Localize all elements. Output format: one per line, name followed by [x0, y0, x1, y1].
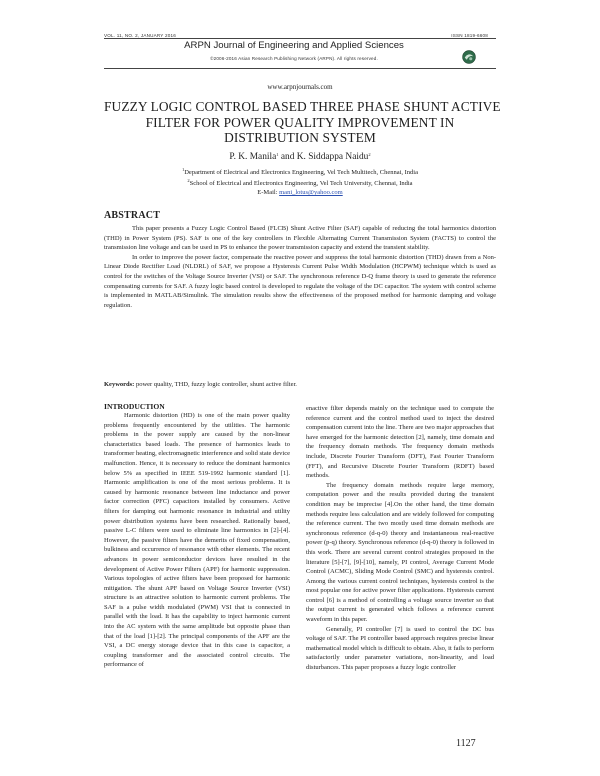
- body-paragraph: Harmonic distortion (HD) is one of the main power quality problems frequently encountered by the utilities. The harmonic problems in the power supply are caused by the non-linear characteristics based loads. The presence of harmonics leads to transformer heating, electromagnetic interference and solid state device malfunction. Hence, it is necessary to reduce the dominant harmonics below 5% as specified in IEEE 519-1992 harmonic standard [1]. Harmonic amplification is one of the most serious problems. It is caused by harmonic resonance between line inductance and power factor correction (PFC) capacitors installed by consumers. Active filters for damping out harmonic resonance in industrial and utility power distribution systems have been researched. Rationally based, passive L-C filters were used to eliminate line harmonics in [2]-[4]. However, the passive filters have the demerits of fixed compensation, bulkiness and occurrence of resonance with other elements. The recent advances in power semiconductor devices have resulted in the development of Active Power Filters (APF) for harmonic suppression. Various topologies of active filters have been proposed for harmonic mitigation. The shunt APF based on Voltage Source Inverter (VSI) structure is an attractive solution to harmonic current problems. The SAF is a pulse width modulated (PWM) VSI that is connected in parallel with the load. It has the capability to inject harmonic current into the AC system with the same amplitude but opposite phase than that of the load [1]-[2]. The principal components of the APF are the VSI, a DC energy storage device that in this case is capacitor, a coupling transformer and the associated control circuits. The performance of: [104, 412, 290, 669]
- keywords-label: Keywords:: [104, 381, 135, 388]
- volume-info: VOL. 11, NO. 2, JANUARY 2016: [104, 33, 176, 38]
- abstract-paragraph: This paper presents a Fuzzy Logic Control Based (FLCB) Shunt Active Filter (SAF) capable of reducing the total harmonics distortion (THD) in Power System (PS). SAF is one of the key controllers in Flexible Alternating Current Transmission System (FACTS) to control the transmission line voltage and can be used in PS to enhance the power transmission capacity and extend the transient stability.: [104, 225, 496, 252]
- author-name: P. K. Manila: [229, 152, 277, 162]
- right-column: [306, 404, 494, 673]
- email-label: E-Mail:: [257, 189, 280, 196]
- contact-email: [104, 189, 496, 196]
- journal-name: ARPN Journal of Engineering and Applied Sciences: [184, 40, 404, 51]
- body-paragraph: The frequency domain methods require large memory, computation power and the results provided during the transient condition may be imprecise [4].On the other hand, the time domain methods require less calculation and are widely followed for computing the reference current. The two mostly used time domain methods are synchronous reference (d-q-0) theory and instantaneous real-reactive power (p-q) theory. Synchronous reference (d-q-0) theory is followed in this work. There are several current control strategies proposed in the literature [5]-[7], [9]-[10], namely, PI control, Average Current Mode Control (ACMC), Sliding Mode Control (SMC) and hysteresis control. Among the various current control techniques, hysteresis control is the most popular one for active power filter applications. Hysteresis current control [6] is a method of controlling a voltage source inverter so that the output current is generated which follows a reference current waveform in this paper.: [306, 481, 494, 624]
- journal-website[interactable]: www.arpnjournals.com: [267, 83, 333, 91]
- page-number: 1127: [456, 738, 476, 749]
- email-link[interactable]: mani_lotus@yahoo.com: [279, 189, 343, 196]
- affiliation-1: [104, 167, 496, 176]
- affiliation-text: Department of Electrical and Electronics Engineering, Vel Tech Multitech, Chennai, India: [184, 169, 418, 176]
- copyright-line: ©2006-2016 Asian Research Publishing Network (ARPN). All rights reserved.: [210, 56, 378, 61]
- header-rule-bottom: [104, 68, 496, 69]
- keywords-text: power quality, THD, fuzzy logic controller, shunt active filter.: [134, 381, 297, 388]
- body-paragraph: Generally, PI controller [7] is used to control the DC bus voltage of SAF. The PI controller based approach requires precise linear mathematical model which is difficult to obtain. Also, it fails to perform satisfactorily under parameter variations, non-linearity, and load disturbances. This paper proposes a fuzzy logic controller: [306, 625, 494, 672]
- title-line: DISTRIBUTION SYSTEM: [224, 130, 376, 146]
- header-rule-top: [104, 38, 496, 39]
- body-paragraph: enactive filter depends mainly on the technique used to compute the reference current and the control method used to inject the desired compensation current into the line. There are two major approaches that have emerged for the harmonic detection [2], namely, time domain and the frequency domain methods. The frequency domain methods include, Discrete Fourier Transform (DFT), Fast Fourier Transform (FFT), and Recursive Discrete Fourier Transform (RDFT) based methods.: [306, 405, 494, 480]
- introduction-heading: INTRODUCTION: [104, 402, 165, 411]
- arpn-logo-icon: [462, 50, 476, 64]
- paper-title: [104, 99, 501, 146]
- keywords-line: [104, 381, 496, 388]
- title-line: FILTER FOR POWER QUALITY IMPROVEMENT IN: [145, 114, 455, 130]
- abstract-paragraph: In order to improve the power factor, compensate the reactive power and suppress the total harmonic distortion (THD) drawn from a Non-Linear Diode Rectifier Load (NLDRL) of SAF, we propose a Hysteresis Current Pulse Width Modulation (HCPWM) technique which is used as control for the switches of the Voltage Source Inverter (VSI) or SAF. The synchronous reference D-Q frame theory is used to generate the reference compensating currents for SAF. A fuzzy logic based control is developed to regulate the voltage of the DC capacitor. The system with control scheme is implemented in MATLAB/Simulink. The simulation results show the effectiveness of the proposed method for harmonic damping and voltage regulation.: [104, 253, 496, 309]
- author-superscript: 1: [276, 152, 279, 157]
- affiliation-text: School of Electrical and Electronics Engineering, Vel Tech University, Chennai, India: [189, 180, 413, 187]
- left-column: [104, 411, 290, 670]
- affiliation-superscript: 2: [187, 178, 190, 183]
- abstract-body: [104, 224, 496, 310]
- author-list: [104, 152, 496, 162]
- abstract-heading: ABSTRACT: [104, 210, 161, 221]
- author-name: and K. Siddappa Naidu: [278, 152, 369, 162]
- issn: ISSN 1819-6608: [451, 33, 488, 38]
- affiliation-superscript: 1: [181, 167, 185, 172]
- author-superscript: 2: [368, 152, 371, 157]
- title-line: FUZZY LOGIC CONTROL BASED THREE PHASE SHUNT ACTIVE: [104, 99, 501, 114]
- affiliation-2: [104, 178, 496, 187]
